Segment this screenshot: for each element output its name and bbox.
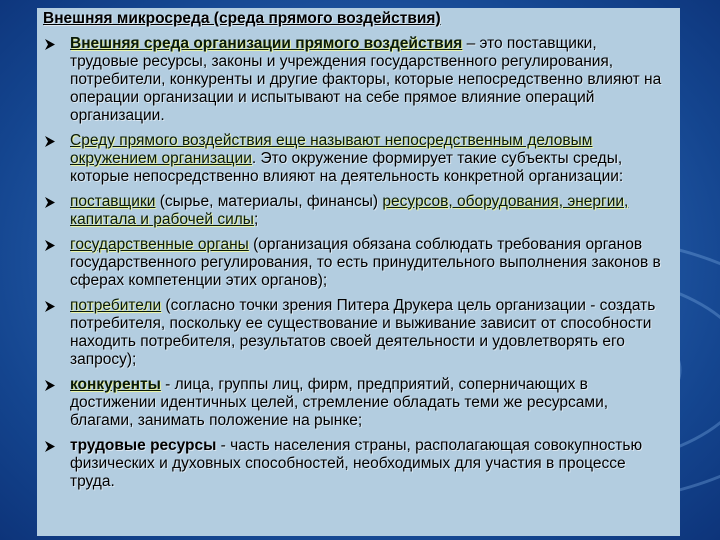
item-text: - часть населения страны, располагающая совокупностью физических и духовных способностей, необходимых для участия в процессе труда. [70, 437, 643, 490]
item-text: - лица, группы лиц, фирм, предприятий, соперничающих в достижении идентичных целей, стремление обладать теми же ресурсами, благами, занимать положение на рынке; [70, 376, 609, 429]
list-item [43, 193, 666, 229]
term-highlight: конкуренты [70, 376, 161, 393]
bullet-list [43, 35, 666, 491]
list-item [43, 35, 666, 125]
list-item [43, 376, 666, 430]
text-panel [37, 8, 680, 536]
list-item [43, 132, 666, 186]
arrowhead-bullet-icon [44, 301, 55, 312]
term-highlight: Среду прямого воздействия еще называют непосредственным деловым окружением организации [70, 132, 593, 167]
item-text: (согласно точки зрения Питера Друкера цель организации - создать потребителя, поскольку ее существование и выживание зависит от способности находить потребителя, результатов своей деятельности и удовлетворять его запросу); [70, 297, 656, 368]
item-text: (организация обязана соблюдать требования органов государственного регулирования, то есть принудительного выполнения законов в сферах компетенции этих органов); [70, 236, 661, 289]
arrowhead-bullet-icon [44, 240, 55, 251]
arrowhead-bullet-icon [44, 380, 55, 391]
item-text: – это поставщики, трудовые ресурсы, законы и учреждения государственного регулирования, потребители, конкуренты и другие факторы, которые непосредственно влияют на операции организации и испытывают на себе прямое влияние операций организации. [70, 35, 662, 124]
term-highlight: государственные органы [70, 236, 249, 253]
arrowhead-bullet-icon [44, 136, 55, 147]
list-item [43, 297, 666, 369]
term-highlight: поставщики [70, 193, 156, 210]
item-text-end: ; [253, 211, 259, 228]
term-highlight-secondary: ресурсов, оборудования, энергии, капитала и рабочей силы [70, 193, 629, 228]
arrowhead-bullet-icon [44, 197, 55, 208]
term-bold: трудовые ресурсы [70, 437, 217, 454]
term-highlight: потребители [70, 297, 162, 314]
item-text: . Это окружение формирует такие субъекты среды, которые непосредственно влияют на деятельность конкретной организации: [70, 150, 624, 185]
arrowhead-bullet-icon [44, 441, 55, 452]
term-highlight: Внешняя среда организации прямого воздействия [70, 35, 463, 52]
arrowhead-bullet-icon [44, 39, 55, 50]
list-item [43, 236, 666, 290]
item-text: (сырье, материалы, финансы) [155, 193, 383, 210]
list-item [43, 437, 666, 491]
slide-heading: Внешняя микросреда (среда прямого воздействия) [43, 10, 441, 27]
